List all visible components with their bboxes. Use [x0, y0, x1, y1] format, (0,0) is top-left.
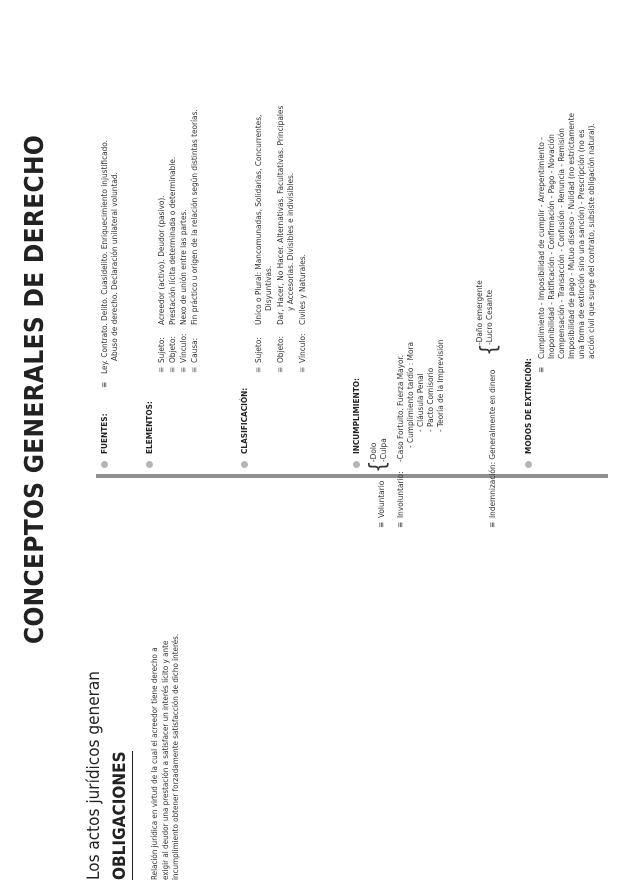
text-line: Ley. Contrato. Delito. Cuasidelito. Enriquecimiento injustificado. [99, 139, 109, 374]
item-text: Civiles y Naturales. [297, 254, 307, 325]
text-line: - Pacto Comisorio [425, 367, 435, 432]
list-item [275, 0, 297, 373]
list-marker-icon: ≡ [178, 366, 188, 373]
text-line: -Caso Fortuito. Fuerza Mayor. [395, 354, 405, 462]
item-text: Prestación lícita determinada o determinable. [167, 156, 177, 325]
list-item [178, 0, 189, 373]
item-text [253, 115, 273, 325]
page-title: CONCEPTOS GENERALES DE DERECHO [20, 134, 50, 644]
indemnizacion-label: Indemnización: Generalmente en dinero [487, 369, 497, 518]
text-line: y Accesorias. Divisibles e indivisibles. [285, 172, 296, 311]
item-label: Vínculo: [297, 333, 307, 363]
brace-icon: { [477, 343, 502, 356]
list-marker-icon: ≡ [487, 521, 497, 528]
bullet-icon [241, 461, 248, 468]
text-line: una forma de extinción sino una sanción) - Prescripción (no es [576, 129, 586, 359]
list-item [167, 0, 178, 373]
definition-line: Relación jurídica en virtud de la cual el acreedor tiene derecho a [150, 647, 159, 880]
bullet-icon [525, 461, 532, 468]
section-title: INCUMPLIMIENTO: [351, 378, 361, 454]
text-line: Único o Plural: Mancomunadas, Solidarias, Concurrentes, [253, 114, 263, 325]
list-item [189, 0, 200, 373]
text-line: Compensación - Transacción - Confusión - Renuncia - Remisión [556, 128, 566, 359]
item-text: Nexo de unión entre las partes. [178, 209, 188, 325]
brace-icon: { [366, 460, 391, 473]
list-marker-icon: ≡ [536, 366, 546, 373]
voluntario-options [368, 438, 388, 462]
bullet-icon [101, 461, 108, 468]
item-text: Acreedor (activo). Deudor (pasivo). [156, 195, 166, 325]
text-line: Inoponibilidad - Ratificación - Confirmación - Pago - Novación [546, 134, 556, 359]
item-label: Vínculo: [178, 333, 188, 363]
list-item [297, 0, 308, 373]
list-marker-icon: ≡ [189, 366, 199, 373]
option: -Dolo [368, 442, 378, 462]
definition-paragraph [150, 520, 182, 880]
text-line: Cumplimiento - Imposibilidad de cumplir - Arrepentimiento - [536, 137, 546, 359]
option: -Daño emergente [474, 280, 484, 345]
text-line: - Teoría de la Imprevisión [435, 339, 445, 432]
text-line: Abuso de derecho. Declaración unilateral voluntad. [109, 172, 120, 361]
list-item [156, 0, 167, 373]
list-marker-icon: ≡ [99, 381, 109, 388]
intro-heading: Los actos jurídicos generan [84, 671, 104, 880]
list-marker-icon: ≡ [156, 366, 166, 373]
item-text: Fin práctico u origen de la relación según distintas teorías. [189, 109, 199, 325]
clasificacion-list [253, 0, 308, 373]
involuntario-group [395, 328, 465, 528]
list-marker-icon: ≡ [297, 366, 307, 373]
text-line: - Cláusula Penal [415, 373, 425, 432]
item-label: Objeto: [167, 336, 177, 363]
section-title: ELEMENTOS: [144, 401, 154, 454]
section-title: MODOS DE EXTINCIÓN: [523, 358, 533, 454]
bullet-icon [353, 461, 360, 468]
bullet-icon [146, 461, 153, 468]
section-title: FUENTES: [99, 413, 109, 454]
option: -Culpa [378, 438, 388, 462]
list-marker-icon: ≡ [275, 366, 285, 373]
list-item [253, 0, 275, 373]
indemnizacion-options [474, 280, 494, 345]
text-line: acción civil que surge del contrato, subsiste obligación natural). [586, 123, 596, 359]
item-label: Objeto: [275, 336, 285, 363]
text-line: Imposibilidad de pago - Mutuo disenso - Nulidad (no estrictamente [566, 112, 576, 359]
text-line: - Cumplimiento tardío : Mora [405, 342, 415, 448]
option: -Lucro Cesante [484, 289, 494, 345]
item-label: Sujeto: [253, 337, 263, 363]
involuntario-lines [395, 340, 445, 462]
voluntario-label: Voluntario [376, 480, 386, 518]
text-line: Dar, Hacer, No Hacer. Alternativas. Facultativas. Principales [275, 105, 285, 325]
section-title: CLASIFICACIÓN: [239, 387, 249, 454]
modos-text [536, 113, 596, 359]
list-marker-icon: ≡ [395, 521, 405, 528]
list-marker-icon: ≡ [253, 366, 263, 373]
item-text [275, 106, 295, 325]
list-marker-icon: ≡ [376, 521, 386, 528]
involuntario-label: Involuntario: [395, 471, 405, 518]
definition-line: exigir al deudor una prestación a satisfacer un interés lícito y ante [160, 640, 170, 880]
obligaciones-heading: OBLIGACIONES [110, 751, 133, 880]
text-line: Disyuntivas. [263, 265, 274, 311]
list-marker-icon: ≡ [167, 366, 177, 373]
item-label: Sujeto: [156, 337, 166, 363]
fuentes-text [99, 140, 119, 374]
definition-line: incumplimiento obtener forzadamente satisfacción de dicho interés. [171, 633, 180, 880]
indemnizacion-group [474, 228, 514, 528]
item-label: Causa: [189, 337, 199, 363]
elementos-list [156, 0, 200, 373]
vertical-divider [96, 474, 608, 478]
